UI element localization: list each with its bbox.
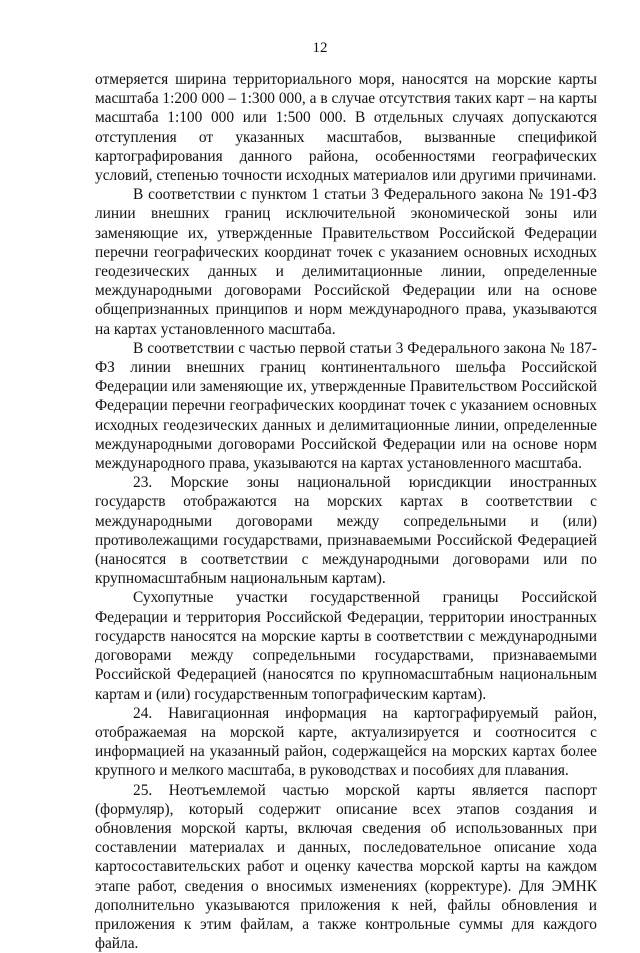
paragraph-187-fz: В соответствии с частью первой статьи 3 Федерального закона № 187-ФЗ линии внешних границ континентального шельфа Российской Федерации или заменяющие их, утвержденные Правительством Российской Федерации перечни географических координат точек с указанием основных исходных геодезических данных и делимитационные линии, определенные международными договорами Российской Федерации или на основе норм международного права, указываются на картах установленного масштаба. <box>95 339 597 473</box>
paragraph-land-border: Сухопутные участки государственной границы Российской Федерации и территория Российской Федерации, территории иностранных государств наносятся на морские карты в соответствии с международными договорами между сопредельными государствами, признаваемыми Российской Федерацией (наносятся по крупномасштабным национальным картам и (или) государственным топографическим картам). <box>95 589 597 703</box>
paragraph-continuation: отмеряется ширина территориального моря, наносятся на морские карты масштаба 1:200 000 – 1:300 000, а в случае отсутствия таких карт – на карты масштаба 1:100 000 или 1:500 000. В отдельных случаях допускаются отступления от указанных масштабов, вызванные спецификой картографирования данного района, особенностями географических условий, степенью точности исходных материалов или другими причинами. <box>95 71 597 185</box>
paragraph-191-fz: В соответствии с пунктом 1 статьи 3 Федерального закона № 191-ФЗ линии внешних границ исключительной экономической зоны или заменяющие их, утвержденные Правительством Российской Федерации перечни географических координат точек с указанием основных исходных геодезических данных и делимитационные линии, определенные международными договорами Российской Федерации или на основе общепризнанных принципов и норм международного права, указываются на картах установленного масштаба. <box>95 186 597 338</box>
paragraph-item-24: 24. Навигационная информация на картографируемый район, отображаемая на морской карте, актуализируется и соотносится с информацией на указанный район, содержащейся на морских картах более крупного и мелкого масштаба, в руководствах и пособиях для плавания. <box>95 704 597 780</box>
page-number: 12 <box>312 40 328 56</box>
paragraph-item-23: 23. Морские зоны национальной юрисдикции иностранных государств отображаются на морских картах в соответствии с международными договорами между сопредельными и (или) противолежащими государствами, признаваемыми Российской Федерацией (наносятся в соответствии с международными договорами или по крупномасштабным национальным картам). <box>95 474 597 588</box>
document-body <box>95 70 597 953</box>
paragraph-item-25: 25. Неотъемлемой частью морской карты является паспорт (формуляр), который содержит описание всех этапов создания и обновления морской карты, включая сведения об использованных при составлении материалах и данных, последовательное описание хода картосоставительских работ и оценку качества морской карты на каждом этапе работ, сведения о вносимых изменениях (корректуре). Для ЭМНК дополнительно указываются приложения к ней, файлы обновления и приложения к этим файлам, а также контрольные суммы для каждого файла. <box>95 781 597 953</box>
